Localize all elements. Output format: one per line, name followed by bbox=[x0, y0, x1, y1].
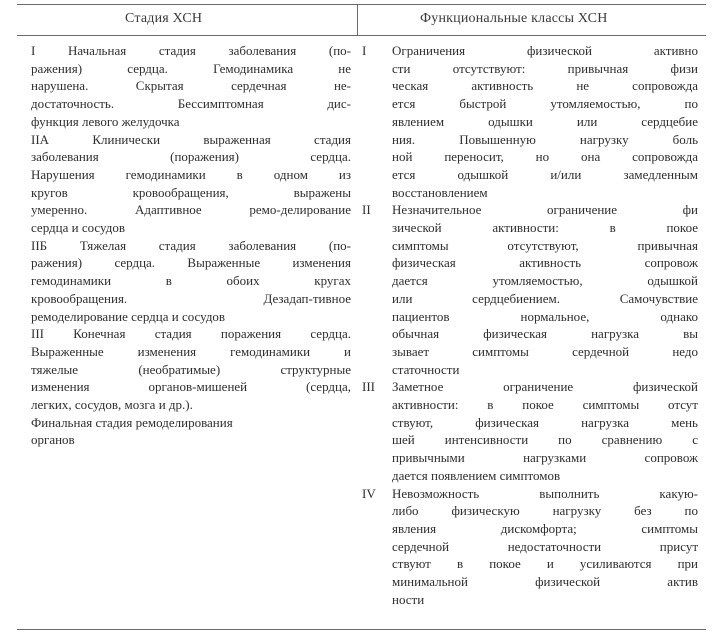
classes-column bbox=[362, 42, 698, 609]
text-line: явлением одышки или сердцебие bbox=[392, 113, 698, 129]
table-header-rule bbox=[17, 35, 706, 36]
text-line: Ограничения физической активно bbox=[392, 43, 698, 58]
text-line: активности: в покое симптомы отсут bbox=[392, 397, 698, 413]
header-stage: Стадия ХСН bbox=[125, 11, 203, 26]
text-line: кругов кровообращения, выражены bbox=[31, 184, 351, 200]
class-entry-i bbox=[362, 42, 698, 201]
text-line: Финальная стадия ремоделирования bbox=[31, 414, 233, 430]
text-line: ется одышкой и/или замедленным bbox=[392, 166, 698, 182]
text-line: сти отсутствуют: привычная физи bbox=[392, 60, 698, 76]
text-line: IIА Клинически выраженная стадия bbox=[31, 131, 351, 147]
text-line: явления дискомфорта; симптомы bbox=[392, 520, 698, 536]
stage-entry-iii bbox=[31, 325, 351, 449]
text-line: гемодинамики в обоих кругах bbox=[31, 273, 351, 289]
text-line: ствуют, физическая нагрузка мень bbox=[392, 414, 698, 430]
text-line: тяжелые (необратимые) структурные bbox=[31, 361, 351, 377]
table-top-rule bbox=[17, 4, 706, 5]
text-line: пациентов нормальное, однако bbox=[392, 308, 698, 324]
text-line: III Конечная стадия поражения сердца. bbox=[31, 326, 351, 342]
text-line: кровообращения. Дезадап-тивное bbox=[31, 290, 351, 306]
text-line: Нарушения гемодинамики в одном из bbox=[31, 166, 351, 182]
text-line: ствуют в покое и усиливаются при bbox=[392, 556, 698, 572]
text-line: или сердцебиением. Самочувствие bbox=[392, 290, 698, 306]
class-description bbox=[392, 201, 698, 378]
text-line: ражения) сердца. Гемодинамика не bbox=[31, 60, 351, 76]
text-line: сердечной недостаточности присут bbox=[392, 538, 698, 554]
text-line: легких, сосудов, мозга и др.). bbox=[31, 397, 193, 413]
class-entry-iii bbox=[362, 378, 698, 484]
text-line: ной переносит, но она сопровожда bbox=[392, 149, 698, 165]
text-line: Заметное ограничение физической bbox=[392, 379, 698, 395]
text-line: дается утомляемостью, одышкой bbox=[392, 273, 698, 289]
class-numeral: I bbox=[362, 43, 367, 58]
text-line: органов bbox=[31, 432, 75, 448]
table-bottom-rule bbox=[17, 629, 706, 630]
text-line: I Начальная стадия заболевания (по- bbox=[31, 43, 351, 58]
stage-entry-iia bbox=[31, 131, 351, 237]
text-line: IIБ Тяжелая стадия заболевания (по- bbox=[31, 237, 351, 253]
text-line: умеренно. Адаптивное ремо-делирование bbox=[31, 202, 351, 218]
text-line: ности bbox=[392, 591, 425, 607]
text-line: ражения) сердца. Выраженные изменения bbox=[31, 255, 351, 271]
class-description bbox=[392, 485, 698, 609]
text-line: ется быстрой утомляемостью, по bbox=[392, 96, 698, 112]
header-column-divider bbox=[357, 4, 358, 36]
text-line: обычная физическая нагрузка вы bbox=[392, 326, 698, 342]
text-line: ния. Повышенную нагрузку боль bbox=[392, 131, 698, 147]
text-line: зывает симптомы сердечной недо bbox=[392, 343, 698, 359]
text-line: шей интенсивности по сравнению с bbox=[392, 432, 698, 448]
text-line: статочности bbox=[392, 361, 460, 377]
text-line: симптомы отсутствуют, привычная bbox=[392, 237, 698, 253]
class-description bbox=[392, 378, 698, 484]
text-line: минимальной физической актив bbox=[392, 574, 698, 590]
class-entry-ii bbox=[362, 201, 698, 378]
stage-entry-iib bbox=[31, 237, 351, 326]
text-line: дается появлением симптомов bbox=[392, 467, 561, 483]
text-line: функция левого желудочка bbox=[31, 113, 180, 129]
text-line: физическая активность сопровож bbox=[392, 255, 698, 271]
class-entry-iv bbox=[362, 485, 698, 609]
header-functional-class: Функциональные классы ХСН bbox=[420, 11, 608, 26]
text-line: нарушена. Скрытая сердечная не- bbox=[31, 78, 351, 94]
text-line: достаточность. Бессимптомная дис- bbox=[31, 96, 351, 112]
class-description bbox=[392, 42, 698, 201]
text-line: ческая активность не сопровожда bbox=[392, 78, 698, 94]
text-line: изменения органов-мишеней (сердца, bbox=[31, 379, 351, 395]
stage-entry-i bbox=[31, 42, 351, 131]
text-line: заболевания (поражения) сердца. bbox=[31, 149, 351, 165]
text-line: либо физическую нагрузку без по bbox=[392, 503, 698, 519]
class-numeral: II bbox=[362, 202, 371, 218]
text-line: Выраженные изменения гемодинамики и bbox=[31, 343, 351, 359]
text-line: сердца и сосудов bbox=[31, 220, 125, 236]
text-line: Невозможность выполнить какую- bbox=[392, 485, 698, 501]
text-line: восстановлением bbox=[392, 184, 488, 200]
text-line: привычными нагрузками сопровож bbox=[392, 450, 698, 466]
text-line: ремоделирование сердца и сосудов bbox=[31, 308, 226, 324]
text-line: зической активности: в покое bbox=[392, 220, 698, 236]
class-numeral: IV bbox=[362, 485, 376, 501]
stages-column bbox=[31, 42, 351, 449]
text-line: Незначительное ограничение фи bbox=[392, 202, 698, 218]
class-numeral: III bbox=[362, 379, 375, 395]
